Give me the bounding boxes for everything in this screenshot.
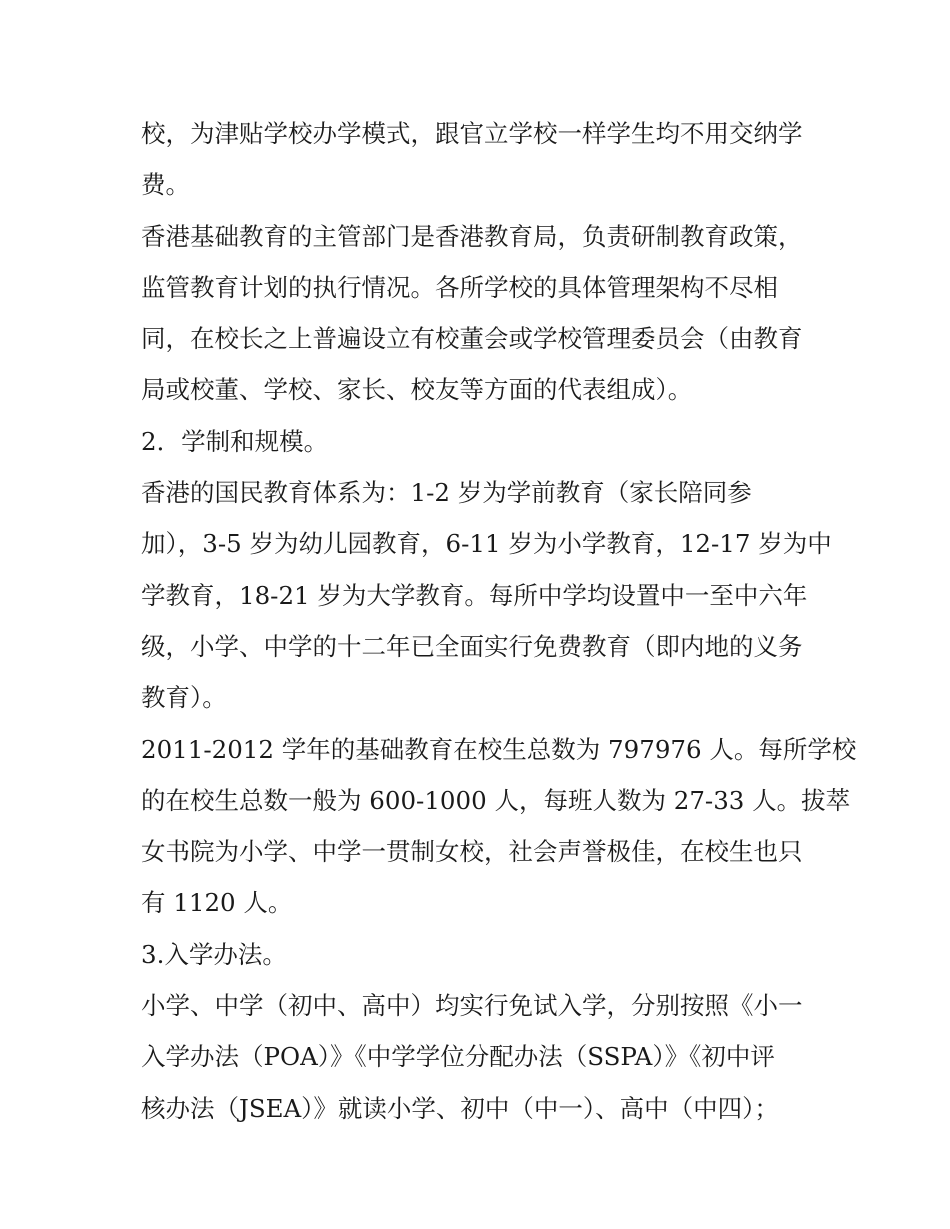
text-line: 香港基础教育的主管部门是香港教育局，负责研制教育政策，: [141, 221, 803, 251]
document-body: [141, 108, 857, 1134]
text-line: 同，在校长之上普遍设立有校董会或学校管理委员会（由教育: [141, 324, 803, 354]
text-line: 加），3-5 岁为幼儿园教育，6-11 岁为小学教育，12-17 岁为中: [141, 529, 832, 559]
section-heading: 2．学制和规模。: [141, 426, 329, 456]
text-line: 入学办法（POA）》《中学学位分配办法（SSPA）》《初中评: [141, 1042, 775, 1072]
text-line: 费。: [141, 170, 190, 200]
text-line: 香港的国民教育体系为：1-2 岁为学前教育（家长陪同参: [141, 478, 752, 508]
text-line: 级，小学、中学的十二年已全面实行免费教育（即内地的义务: [141, 631, 803, 661]
section-heading: 3.入学办法。: [141, 939, 287, 969]
text-line: 有 1120 人。: [141, 888, 293, 918]
text-line: 局或校董、学校、家长、校友等方面的代表组成）。: [141, 375, 693, 405]
text-line: 女书院为小学、中学一贯制女校，社会声誉极佳，在校生也只: [141, 837, 803, 867]
text-line: 小学、中学（初中、高中）均实行免试入学，分别按照《小一: [141, 991, 803, 1021]
text-line: 教育）。: [141, 683, 227, 713]
text-line: 2011-2012 学年的基础教育在校生总数为 797976 人。每所学校: [141, 734, 857, 764]
text-line: 学教育，18-21 岁为大学教育。每所中学均设置中一至中六年: [141, 580, 808, 610]
text-line: 监管教育计划的执行情况。各所学校的具体管理架构不尽相: [141, 272, 778, 302]
text-line: 校，为津贴学校办学模式，跟官立学校一样学生均不用交纳学: [141, 119, 803, 148]
text-line: 核办法（JSEA）》就读小学、初中（中一）、高中（中四）；: [141, 1093, 779, 1123]
text-line: 的在校生总数一般为 600-1000 人，每班人数为 27-33 人。拔萃: [141, 785, 851, 815]
